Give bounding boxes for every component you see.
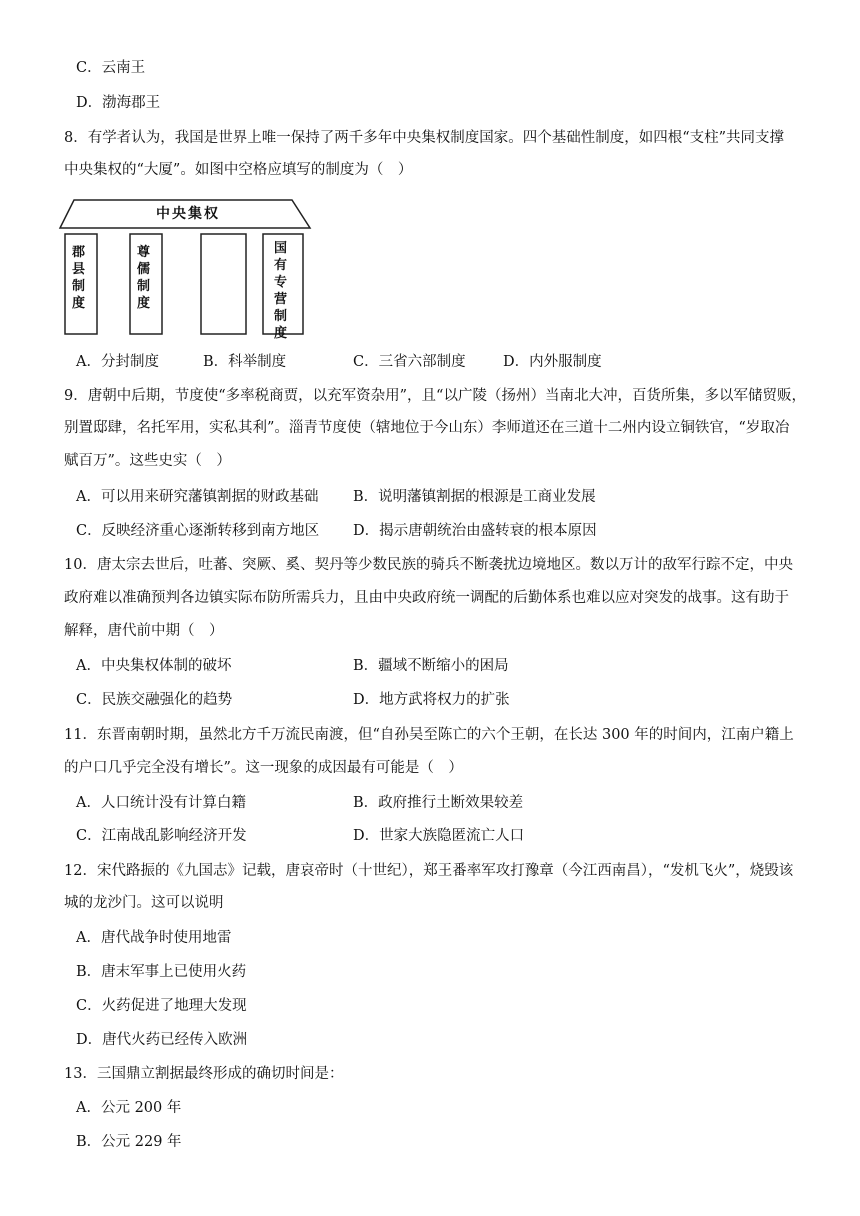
- q9-option-a[interactable]: A．可以用来研究藩镇割据的财政基础: [76, 489, 319, 505]
- q8-option-d[interactable]: D．内外服制度: [503, 354, 602, 370]
- q13-option-b[interactable]: B．公元 229 年: [76, 1134, 182, 1150]
- q13-stem-line1: 13．三国鼎立割据最终形成的确切时间是：: [64, 1066, 344, 1082]
- q8-stem-line1: 8．有学者认为，我国是世界上唯一保持了两千多年中央集权制度国家。四个基础性制度，如四根“支柱”共同支撑: [64, 130, 785, 146]
- q10-option-d[interactable]: D．地方武将权力的扩张: [353, 692, 510, 708]
- q10-option-c[interactable]: C．民族交融强化的趋势: [76, 692, 233, 708]
- diagram-roof-label: 中央集权: [156, 206, 220, 222]
- q12-stem-line1: 12．宋代路振的《九国志》记载，唐哀帝时（十世纪），郑王番率军攻打豫章（今江西南昌），“发机飞火”，烧毁该: [64, 863, 794, 879]
- q9-option-c[interactable]: C．反映经济重心逐渐转移到南方地区: [76, 523, 320, 539]
- q8-stem-line2: 中央集权的“大厦”。如图中空格应填写的制度为（ ）: [64, 162, 413, 178]
- q7-option-c[interactable]: C．云南王: [76, 60, 146, 76]
- q9-option-b[interactable]: B．说明藩镇割据的根源是工商业发展: [353, 489, 596, 505]
- q9-stem-line1: 9．唐朝中后期，节度使“多率税商贾，以充军资杂用”，且“以广陵（扬州）当南北大冲，百货所集，多以军储贸贩，: [64, 388, 806, 404]
- q10-stem-line1: 10．唐太宗去世后，吐蕃、突厥、奚、契丹等少数民族的骑兵不断袭扰边境地区。数以万计的敌军行踪不定，中央: [64, 557, 793, 573]
- pillar-3-blank: [201, 234, 246, 334]
- q12-stem-line2: 城的龙沙门。这可以说明: [64, 895, 224, 911]
- q12-option-a[interactable]: A．唐代战争时使用地雷: [76, 930, 232, 946]
- q12-option-b[interactable]: B．唐末军事上已使用火药: [76, 964, 247, 980]
- q7-option-d[interactable]: D．渤海郡王: [76, 95, 161, 111]
- q10-stem-line2: 政府难以准确预判各边镇实际布防所需兵力，且由中央政府统一调配的后勤体系也难以应对突发的战事。这有助于: [64, 590, 789, 606]
- q11-stem-line2: 的户口几乎完全没有增长”。这一现象的成因最有可能是（ ）: [64, 760, 463, 776]
- pillar-2-label: 尊儒制度: [137, 245, 151, 311]
- q9-stem-line3: 赋百万”。这些史实（ ）: [64, 453, 231, 469]
- q11-option-c[interactable]: C．江南战乱影响经济开发: [76, 828, 247, 844]
- q13-option-a[interactable]: A．公元 200 年: [76, 1100, 182, 1116]
- q9-stem-line2: 别置邸肆，名托军用，实私其利”。淄青节度使（辖地位于今山东）李师道还在三道十二州内设立铜铁官，“岁取冶: [64, 420, 790, 436]
- q11-option-d[interactable]: D．世家大族隐匿流亡人口: [353, 828, 525, 844]
- q11-option-a[interactable]: A．人口统计没有计算白籍: [76, 795, 246, 811]
- q11-option-b[interactable]: B．政府推行土断效果较差: [353, 795, 524, 811]
- central-power-diagram: [58, 196, 318, 340]
- q10-stem-line3: 解释，唐代前中期（ ）: [64, 623, 224, 639]
- q12-option-c[interactable]: C．火药促进了地理大发现: [76, 998, 247, 1014]
- q8-option-c[interactable]: C．三省六部制度: [353, 354, 466, 370]
- pillar-1-label: 郡县制度: [72, 245, 86, 311]
- q10-option-a[interactable]: A．中央集权体制的破坏: [76, 658, 232, 674]
- q8-option-b[interactable]: B．科举制度: [203, 354, 287, 370]
- pillar-4-label: 国有专营制度: [274, 241, 288, 341]
- q12-option-d[interactable]: D．唐代火药已经传入欧洲: [76, 1032, 248, 1048]
- q8-option-a[interactable]: A．分封制度: [76, 354, 159, 370]
- q11-stem-line1: 11．东晋南朝时期，虽然北方千万流民南渡，但“自孙吴至陈亡的六个王朝，在长达 300 年的时间内，江南户籍上: [64, 727, 794, 743]
- q10-option-b[interactable]: B．疆域不断缩小的困局: [353, 658, 509, 674]
- q9-option-d[interactable]: D．揭示唐朝统治由盛转衰的根本原因: [353, 523, 597, 539]
